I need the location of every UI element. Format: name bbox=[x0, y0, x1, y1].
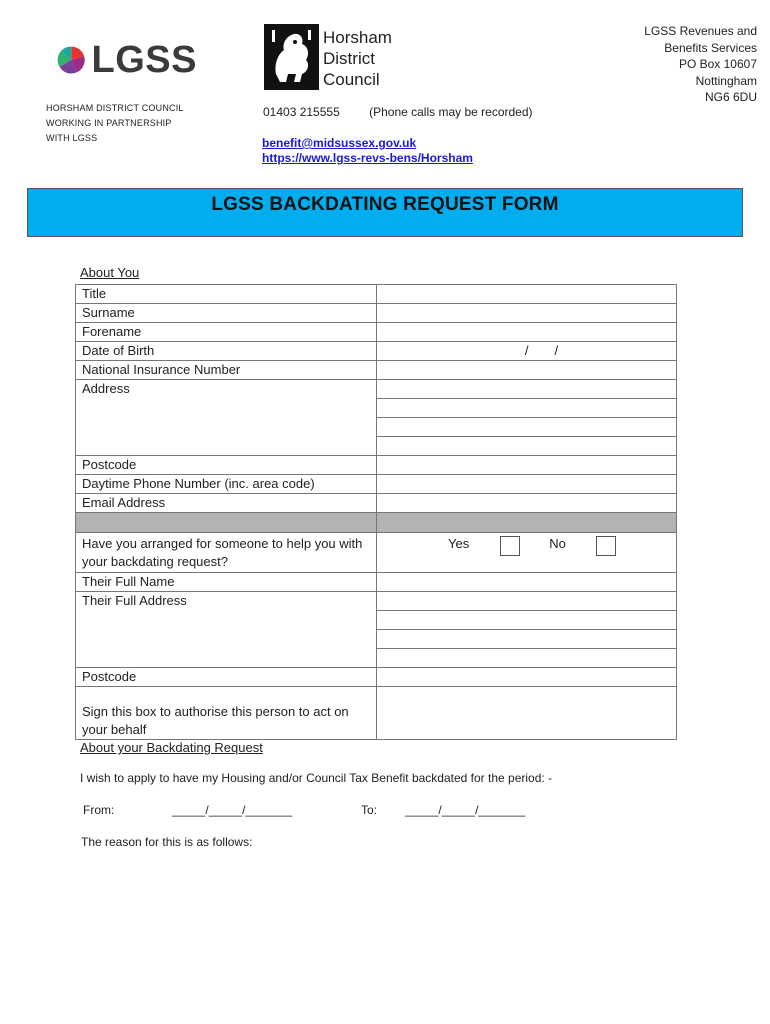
helper-postcode-field[interactable] bbox=[377, 668, 677, 687]
dob-separators bbox=[383, 342, 670, 360]
sign-label: Sign this box to authorise this person to act on your behalf bbox=[76, 687, 377, 740]
helper-name-field[interactable] bbox=[377, 573, 677, 592]
address-line: Nottingham bbox=[695, 73, 757, 88]
postcode-label: Postcode bbox=[76, 456, 377, 475]
address-line: PO Box 10607 bbox=[678, 57, 757, 71]
apply-text: I wish to apply to have my Housing and/or Council Tax Benefit backdated for the period: - bbox=[80, 771, 553, 785]
ni-number-label: National Insurance Number bbox=[76, 361, 377, 380]
helper-address-line[interactable] bbox=[377, 649, 676, 667]
form-title: LGSS BACKDATING REQUEST FORM bbox=[211, 194, 559, 215]
partnership-line: HORSHAM DISTRICT COUNCIL bbox=[46, 103, 184, 113]
forename-field[interactable] bbox=[377, 323, 677, 342]
separator-cell bbox=[76, 513, 377, 533]
table-row bbox=[76, 285, 677, 304]
email-label: Email Address bbox=[76, 494, 377, 513]
table-row bbox=[76, 533, 677, 573]
phone-line bbox=[263, 105, 533, 119]
email-field[interactable] bbox=[377, 494, 677, 513]
address-field[interactable] bbox=[377, 380, 677, 456]
address-line: Benefits Services bbox=[664, 40, 757, 55]
address-field-line[interactable] bbox=[377, 437, 676, 455]
to-date-field[interactable]: _____/_____/_______ bbox=[405, 803, 526, 817]
signature-field[interactable] bbox=[377, 687, 677, 740]
table-row bbox=[76, 494, 677, 513]
no-label: No bbox=[549, 536, 566, 551]
form-title-banner bbox=[27, 188, 743, 237]
yes-label: Yes bbox=[448, 536, 470, 551]
address-field-line[interactable] bbox=[377, 399, 676, 418]
address-label: Address bbox=[76, 380, 377, 456]
address-field-line[interactable] bbox=[377, 380, 676, 399]
postcode-field[interactable] bbox=[377, 456, 677, 475]
reason-text: The reason for this is as follows: bbox=[81, 835, 253, 849]
table-row bbox=[76, 592, 677, 668]
from-date-field[interactable]: _____/_____/_______ bbox=[172, 803, 293, 817]
about-you-heading: About You bbox=[80, 265, 140, 280]
table-row bbox=[76, 668, 677, 687]
table-separator-row bbox=[76, 513, 677, 533]
helper-address-line[interactable] bbox=[377, 630, 676, 649]
postal-address bbox=[644, 23, 757, 106]
helper-question: Have you arranged for someone to help you with your backdating request? bbox=[76, 533, 377, 573]
phone-note: (Phone calls may be recorded) bbox=[369, 105, 533, 119]
helper-address-line[interactable] bbox=[377, 592, 676, 611]
partnership-line: WITH LGSS bbox=[46, 133, 98, 143]
helper-postcode-label: Postcode bbox=[76, 668, 377, 687]
ni-number-field[interactable] bbox=[377, 361, 677, 380]
no-checkbox[interactable] bbox=[596, 536, 616, 556]
table-row bbox=[76, 687, 677, 740]
helper-address-label: Their Full Address bbox=[76, 592, 377, 668]
title-field[interactable] bbox=[377, 285, 677, 304]
email-link[interactable]: benefit@midsussex.gov.uk bbox=[262, 136, 417, 150]
partnership-text bbox=[46, 101, 184, 146]
reason-field[interactable] bbox=[80, 855, 680, 1005]
table-row bbox=[76, 380, 677, 456]
helper-address-field[interactable] bbox=[377, 592, 677, 668]
table-row bbox=[76, 456, 677, 475]
lgss-logo-text: LGSS bbox=[91, 39, 197, 81]
dob-separator: / bbox=[524, 343, 529, 358]
phone-field[interactable] bbox=[377, 475, 677, 494]
council-name-line: Council bbox=[323, 70, 380, 89]
dob-field[interactable] bbox=[377, 342, 677, 361]
table-row bbox=[76, 475, 677, 494]
dob-separator: / bbox=[554, 343, 559, 358]
lgss-logo bbox=[57, 38, 197, 82]
table-row bbox=[76, 573, 677, 592]
to-label: To: bbox=[361, 803, 378, 817]
backdating-heading: About your Backdating Request bbox=[80, 740, 263, 755]
address-field-line[interactable] bbox=[377, 418, 676, 437]
council-name-line: Horsham bbox=[323, 28, 392, 47]
lgss-logo-icon bbox=[57, 43, 86, 77]
phone-label: Daytime Phone Number (inc. area code) bbox=[76, 475, 377, 494]
horsham-crest-logo bbox=[264, 24, 319, 90]
table-row bbox=[76, 361, 677, 380]
partnership-line: WORKING IN PARTNERSHIP bbox=[46, 118, 172, 128]
surname-field[interactable] bbox=[377, 304, 677, 323]
address-line: NG6 6DU bbox=[704, 90, 757, 104]
from-label: From: bbox=[83, 803, 115, 817]
table-row bbox=[76, 342, 677, 361]
about-you-table bbox=[75, 284, 677, 740]
phone-number: 01403 215555 bbox=[263, 105, 340, 119]
yes-checkbox[interactable] bbox=[500, 536, 520, 556]
council-name bbox=[323, 27, 392, 90]
table-row bbox=[76, 304, 677, 323]
helper-name-label: Their Full Name bbox=[76, 573, 377, 592]
website-link[interactable]: https://www.lgss-revs-bens/Horsham bbox=[262, 151, 473, 165]
dob-label: Date of Birth bbox=[76, 342, 377, 361]
council-name-line: District bbox=[323, 49, 375, 68]
address-line: LGSS Revenues and bbox=[644, 24, 757, 38]
helper-address-line[interactable] bbox=[377, 611, 676, 630]
separator-cell bbox=[377, 513, 677, 533]
title-label: Title bbox=[76, 285, 377, 304]
table-row bbox=[76, 323, 677, 342]
forename-label: Forename bbox=[76, 323, 377, 342]
helper-answer bbox=[377, 533, 677, 573]
surname-label: Surname bbox=[76, 304, 377, 323]
